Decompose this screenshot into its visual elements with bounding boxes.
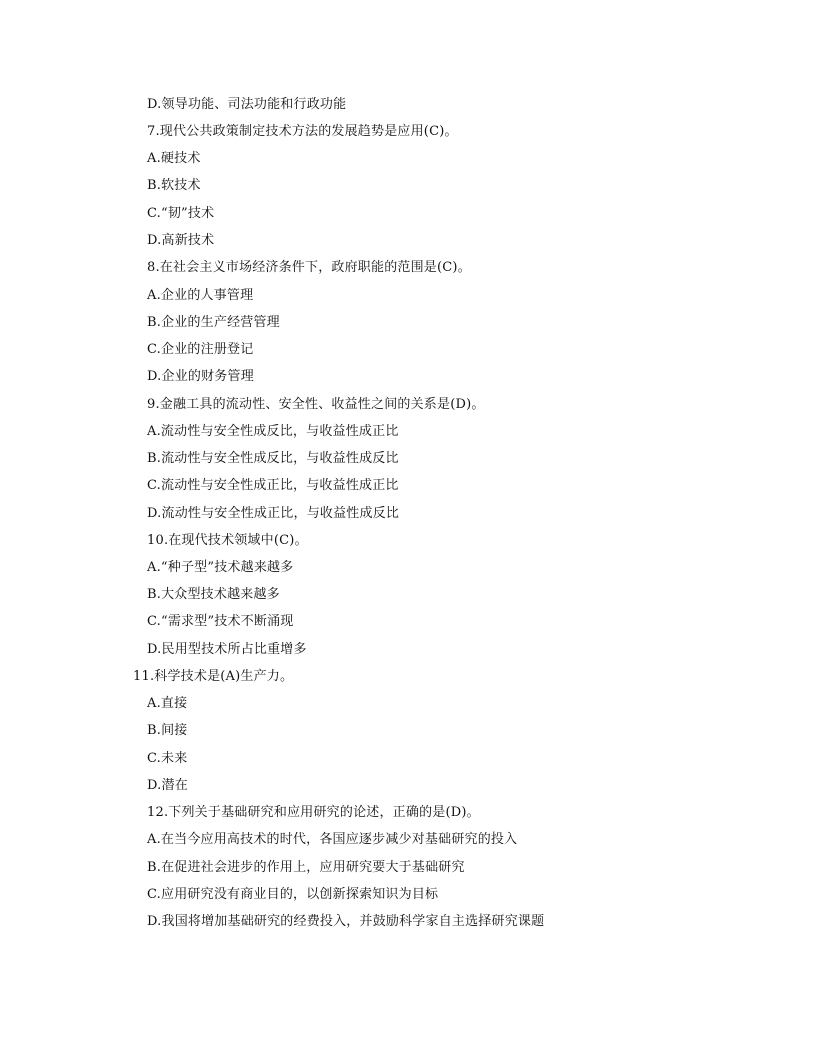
option-text: D.我国将增加基础研究的经费投入，并鼓励科学家自主选择研究课题 (147, 914, 545, 929)
option-text: C.“需求型”技术不断涌现 (147, 614, 294, 629)
option-text: C.应用研究没有商业目的，以创新探索知识为目标 (147, 887, 439, 902)
option-text: B.在促进社会进步的作用上，应用研究要大于基础研究 (147, 860, 465, 875)
option-text: D.潜在 (147, 778, 188, 793)
option-text: A.在当今应用高技术的时代，各国应逐步减少对基础研究的投入 (147, 832, 518, 847)
option-text: D.企业的财务管理 (147, 369, 254, 384)
question-text: 7.现代公共政策制定技术方法的发展趋势是应用(C)。 (147, 124, 458, 139)
option-text: B.大众型技术越来越多 (147, 587, 280, 602)
option-text: D.流动性与安全性成正比，与收益性成反比 (147, 506, 400, 521)
option-text: A.直接 (147, 696, 188, 711)
question-text: 8.在社会主义市场经济条件下，政府职能的范围是(C)。 (147, 260, 471, 275)
option-text: A.企业的人事管理 (147, 288, 254, 303)
option-text: B.间接 (147, 723, 188, 738)
option-text: A.“种子型”技术越来越多 (147, 560, 294, 575)
option-text: D.高新技术 (147, 233, 215, 248)
option-text: C.流动性与安全性成正比，与收益性成正比 (147, 478, 399, 493)
option-text: B.企业的生产经营管理 (147, 315, 280, 330)
question-text: 12.下列关于基础研究和应用研究的论述，正确的是(D)。 (147, 805, 480, 820)
option-text: C.未来 (147, 751, 188, 766)
option-text: D.领导功能、司法功能和行政功能 (147, 97, 347, 112)
option-text: C.企业的注册登记 (147, 342, 254, 357)
question-text: 10.在现代技术领域中(C)。 (147, 533, 308, 548)
option-text: D.民用型技术所占比重增多 (147, 642, 307, 657)
option-text: B.软技术 (147, 178, 201, 193)
question-text: 9.金融工具的流动性、安全性、收益性之间的关系是(D)。 (147, 397, 485, 412)
option-text: A.硬技术 (147, 151, 201, 166)
question-text: 11.科学技术是(A)生产力。 (133, 669, 294, 684)
option-text: C.“韧”技术 (147, 206, 215, 221)
option-text: B.流动性与安全性成反比，与收益性成反比 (147, 451, 399, 466)
option-text: A.流动性与安全性成反比，与收益性成正比 (147, 424, 399, 439)
